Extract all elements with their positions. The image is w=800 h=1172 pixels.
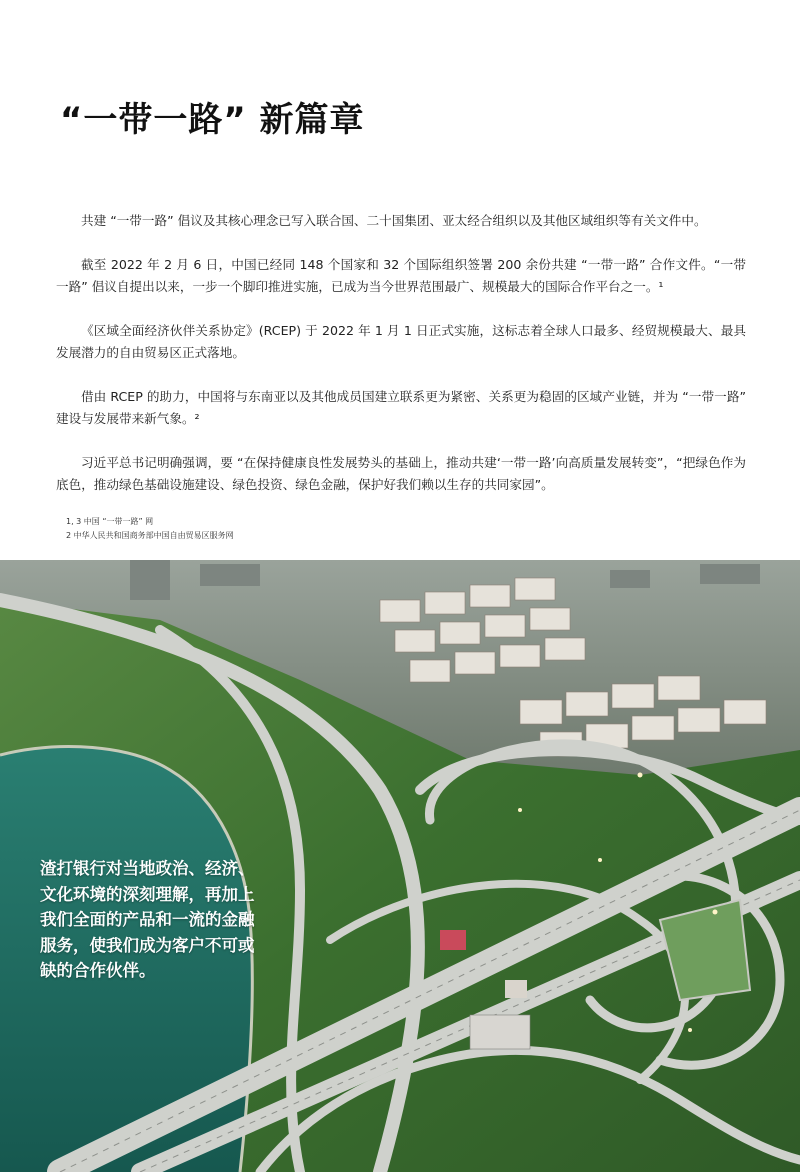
paragraph: 借由 RCEP 的助力，中国将与东南亚以及其他成员国建立联系更为紧密、关系更为稳固的区域产业链，并为 “一带一路” 建设与发展带来新气象。² [56,389,746,426]
footnotes [66,515,234,543]
page-title: “一带一路” 新篇章 [60,100,365,140]
paragraph: 习近平总书记明确强调，要 “在保持健康良性发展势头的基础上，推动共建‘一带一路’向高质量发展转变”，“把绿色作为底色，推动绿色基础设施建设、绿色投资、绿色金融，保护好我们赖以生存的共同家园”。 [56,455,746,492]
footnote: 2 中华人民共和国商务部中国自由贸易区服务网 [66,531,234,540]
footnote: 1, 3 中国 “一带一路” 网 [66,517,154,526]
article-body [56,210,746,518]
paragraph: 截至 2022 年 2 月 6 日，中国已经同 148 个国家和 32 个国际组织签署 200 余份共建 “一带一路” 合作文件。“一带一路” 倡议自提出以来，一步一个脚印推进实施，已成为当今世界范围最广、规模最大的国际合作平台之一。¹ [56,257,746,294]
paragraph: 《区域全面经济伙伴关系协定》(RCEP) 于 2022 年 1 月 1 日正式实施，这标志着全球人口最多、经贸规模最大、最具发展潜力的自由贸易区正式落地。 [56,323,746,360]
pull-quote: 渣打银行对当地政治、经济、文化环境的深刻理解，再加上我们全面的产品和一流的金融服务，使我们成为客户不可或缺的合作伙伴。 [40,859,255,980]
paragraph: 共建 “一带一路” 倡议及其核心理念已写入联合国、二十国集团、亚太经合组织以及其他区域组织等有关文件中。 [81,213,707,228]
aerial-interchange-photo [0,560,800,1172]
